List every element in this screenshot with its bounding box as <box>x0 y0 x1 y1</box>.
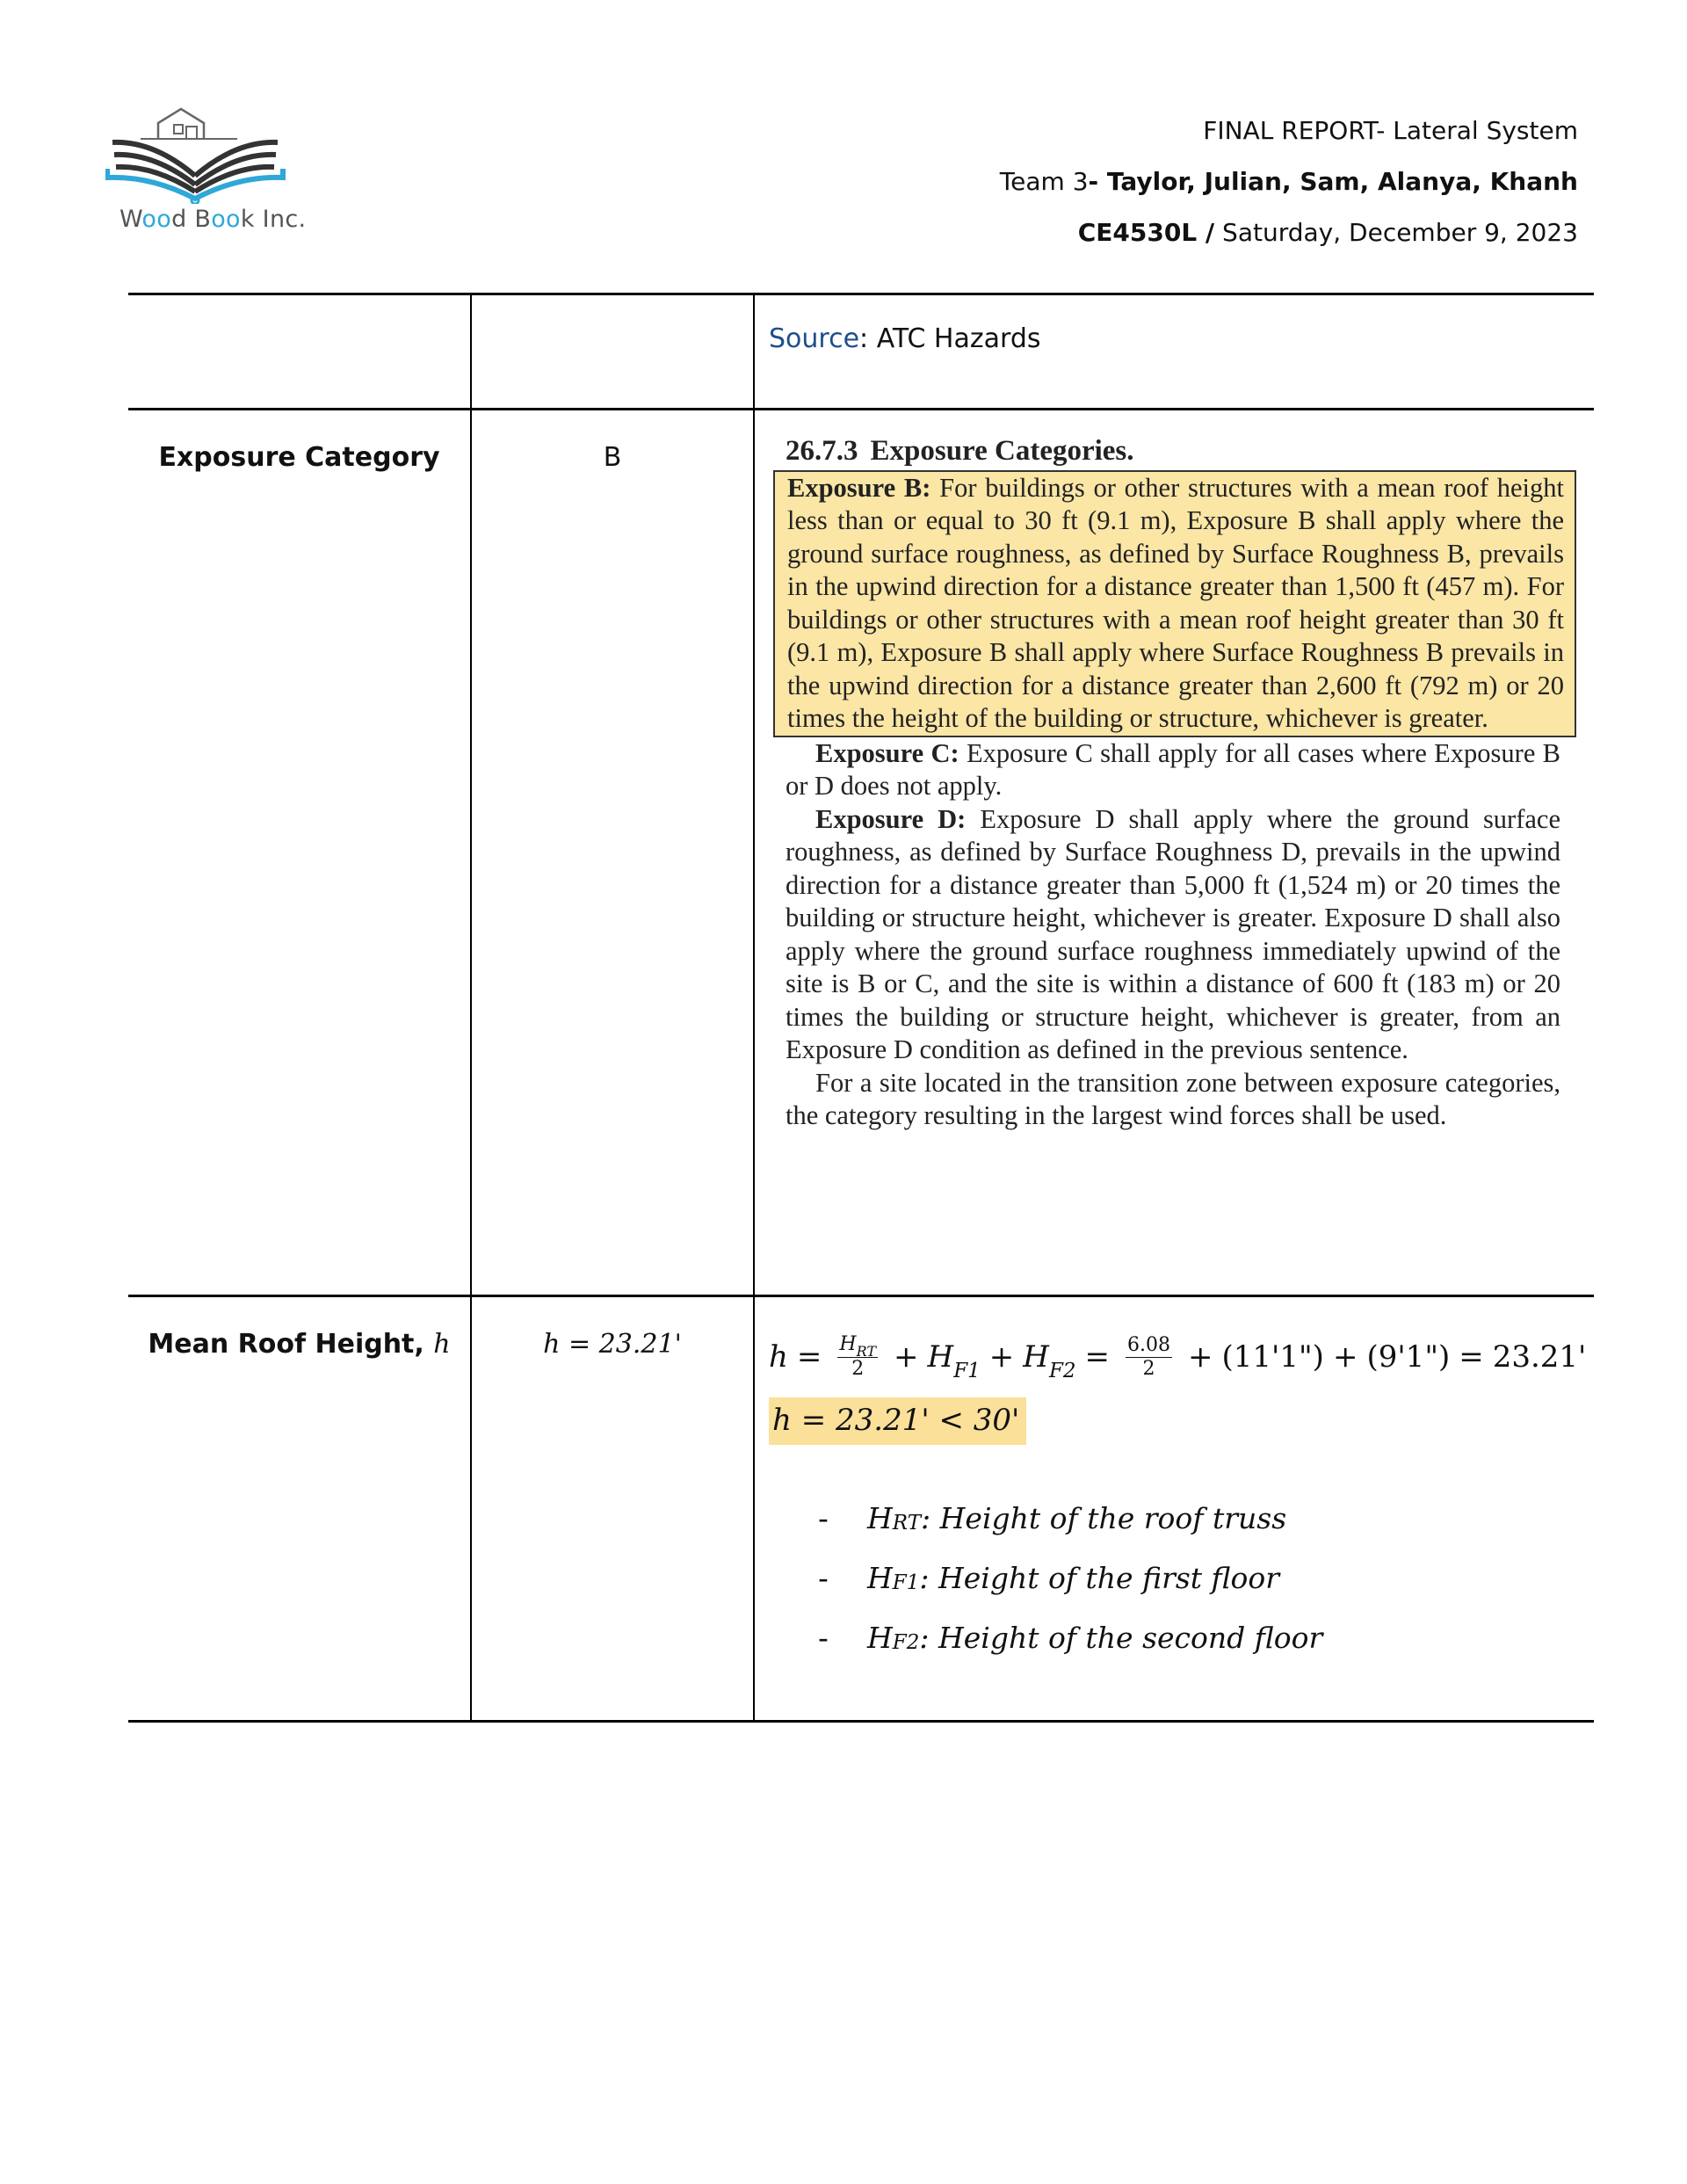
eq-plus: + <box>988 1339 1015 1375</box>
definition-sub: F1 <box>892 1571 920 1594</box>
course-date-line <box>1000 207 1578 258</box>
frac-value-denominator: 2 <box>1142 1357 1155 1380</box>
definition-text: : Height of the second floor <box>919 1621 1323 1655</box>
definition-sub: RT <box>892 1512 922 1535</box>
frac-num-sub: RT <box>856 1343 877 1360</box>
eq-lhs: h <box>769 1339 788 1375</box>
frac-numerator <box>837 1333 878 1358</box>
exposure-category-label: Exposure Category <box>128 410 471 1296</box>
definition-item <box>818 1501 1594 1561</box>
exposure-d-paragraph <box>786 803 1560 1067</box>
logo-text-mid: d B <box>171 206 212 233</box>
asce-code-excerpt <box>755 410 1594 1133</box>
eq-hf1 <box>927 1339 981 1382</box>
frac-num-symbol: H <box>839 1333 857 1355</box>
source-value: : ATC Hazards <box>859 323 1041 354</box>
eq-fraction-hrt <box>837 1333 878 1381</box>
exposure-b-label: Exposure B: <box>787 472 931 503</box>
definition-symbol: H <box>867 1621 893 1655</box>
definition-sub: F2 <box>892 1631 920 1654</box>
definition-dash: - <box>818 1621 829 1655</box>
definition-symbol: H <box>867 1561 893 1595</box>
eq-hf2 <box>1023 1339 1076 1382</box>
empty-cell <box>128 294 471 410</box>
section-title: Exposure Categories. <box>870 435 1134 467</box>
exposure-c-label: Exposure C: <box>815 737 959 768</box>
definition-symbol: H <box>867 1501 893 1535</box>
mean-roof-height-text: Mean Roof Height, <box>148 1329 434 1360</box>
table-row-exposure-category <box>128 410 1594 1296</box>
eq-plus: + <box>894 1339 919 1375</box>
eq-fraction-value <box>1126 1334 1172 1381</box>
report-date: Saturday, December 9, 2023 <box>1222 218 1578 247</box>
definition-item <box>818 1561 1594 1621</box>
section-number: 26.7.3 <box>786 435 858 467</box>
frac-denominator: 2 <box>851 1358 865 1380</box>
table-row-source <box>128 294 1594 410</box>
eq-hf1-sub: F1 <box>953 1360 981 1382</box>
course-code: CE4530L / <box>1077 218 1215 247</box>
eq-equals: = <box>796 1339 822 1375</box>
eq-equals: = <box>1459 1339 1484 1375</box>
definition-item <box>818 1621 1594 1680</box>
report-title: FINAL REPORT- Lateral System <box>1203 116 1578 145</box>
frac-value-numerator: 6.08 <box>1127 1333 1171 1356</box>
table-row-mean-roof-height <box>128 1296 1594 1722</box>
eq-second-floor-height: (9'1") <box>1366 1339 1451 1375</box>
report-header <box>1000 105 1578 258</box>
exposure-d-label: Exposure D: <box>815 803 967 834</box>
logo-wordmark <box>119 206 306 233</box>
exposure-c-paragraph <box>786 737 1560 803</box>
source-cell <box>754 294 1594 410</box>
mean-roof-height-value: h = 23.21' <box>471 1296 754 1722</box>
variable-definitions <box>769 1501 1594 1680</box>
definition-dash: - <box>818 1561 829 1595</box>
definition-text: : Height of the first floor <box>919 1561 1280 1595</box>
mean-height-equation <box>769 1324 1594 1390</box>
mean-roof-height-label <box>128 1296 471 1722</box>
exposure-excerpt-cell <box>754 410 1594 1296</box>
eq-hf2-symbol: H <box>1023 1339 1049 1375</box>
team-members: - Taylor, Julian, Sam, Alanya, Khanh <box>1088 167 1578 196</box>
company-logo <box>105 107 307 239</box>
logo-text-w: W <box>119 206 142 233</box>
logo-text-oo: oo <box>141 206 172 233</box>
eq-result: 23.21' <box>1492 1339 1587 1375</box>
eq-plus: + <box>1188 1339 1213 1375</box>
eq-hf2-sub: F2 <box>1048 1360 1076 1382</box>
height-calculation-cell <box>754 1296 1594 1722</box>
eq-plus: + <box>1332 1339 1358 1375</box>
definition-dash: - <box>818 1501 829 1535</box>
empty-cell <box>471 294 754 410</box>
eq-first-floor-height: (11'1") <box>1221 1339 1324 1375</box>
transition-paragraph: For a site located in the transition zone between exposure categories, the category resulting in the largest wind forces shall be used. <box>786 1067 1560 1130</box>
exposure-b-highlight <box>773 470 1576 737</box>
source-label: Source <box>769 323 860 354</box>
open-book-house-icon <box>105 107 290 204</box>
height-check-highlight: h = 23.21' < 30' <box>769 1397 1026 1445</box>
exposure-d-text: Exposure D shall apply where the ground surface roughness, as defined by Surface Roughness D, prevails in the upwind direction for a distance greater than 5,000 ft (1,524 m) or 20 times the building or structure height, whichever is greater. Exposure D shall also apply where the ground surface roughness immediately upwind of the site is B or C, and the site is within a distance of 600 ft (183 m) or 20 times the building or structure height, whichever is greater, from an Exposure D condition as defined in the previous sentence. <box>786 803 1560 1064</box>
eq-equals: = <box>1084 1339 1111 1375</box>
logo-text-oo2: oo <box>211 206 241 233</box>
exposure-c-text: Exposure C shall apply for all cases where Exposure B or D does not apply. <box>786 737 1561 801</box>
logo-text-end: k Inc. <box>240 206 307 233</box>
excerpt-heading <box>786 435 1560 468</box>
definition-text: : Height of the roof truss <box>921 1501 1287 1535</box>
wind-parameters-table <box>128 293 1594 1723</box>
height-variable: h <box>433 1329 451 1360</box>
exposure-category-value: B <box>471 410 754 1296</box>
eq-hf1-symbol: H <box>927 1339 954 1375</box>
team-prefix: Team 3 <box>999 167 1089 196</box>
exposure-b-text: For buildings or other structures with a mean roof height less than or equal to 30 ft (9.1 m), Exposure B shall apply where the ground surface roughness, as defined by Surface Roughness B, prevails in the upwind direction for a distance greater than 1,500 ft (457 m). For buildings or other structures with a mean roof height greater than 30 ft (9.1 m), Exposure B shall apply where Surface Roughness B prevails in the upwind direction for a distance greater than 2,600 ft (792 m) or 20 times the height of the building or structure, whichever is greater. <box>787 472 1564 733</box>
team-line <box>1000 156 1578 207</box>
